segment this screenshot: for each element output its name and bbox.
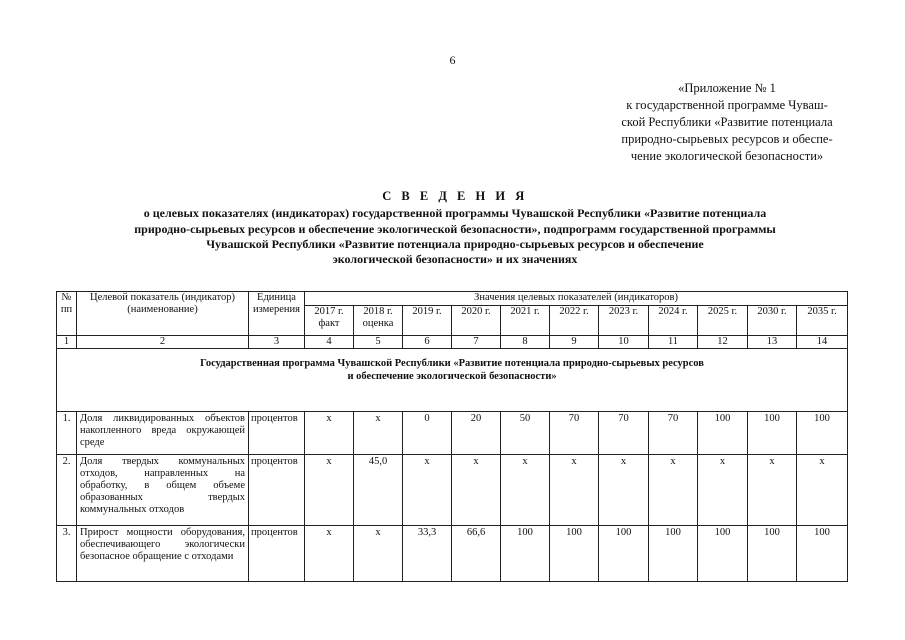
indicator-value: x — [748, 455, 797, 526]
indicator-value: 70 — [649, 412, 698, 455]
program-title-line: и обеспечение экологической безопасности» — [347, 371, 557, 382]
column-numbers-row — [57, 336, 848, 349]
indicator-value: 20 — [452, 412, 501, 455]
appendix-line: «Приложение № 1 — [678, 81, 776, 95]
indicator-unit: процентов — [249, 526, 305, 582]
indicator-name: Прирост мощности оборудования, обеспечивающего экологически безопасное обращение с отходами — [77, 526, 249, 582]
indicator-name: Доля твердых коммунальных отходов, направленных на обработку, в общем объеме образованных твердых коммунальных отходов — [77, 455, 249, 526]
column-number: 5 — [354, 336, 403, 349]
column-number: 2 — [77, 336, 249, 349]
appendix-line: чение экологической безопасности» — [630, 149, 824, 163]
column-number: 7 — [452, 336, 501, 349]
indicators-table — [56, 291, 848, 582]
indicator-value: x — [599, 455, 649, 526]
header-num: № пп — [57, 292, 77, 336]
table-row — [57, 455, 848, 526]
header-year-label: 2019 г. — [412, 306, 442, 317]
header-unit: Единица измерения — [249, 292, 305, 336]
appendix-note — [598, 80, 856, 165]
header-year-label: 2024 г. — [658, 306, 688, 317]
indicator-value: 100 — [698, 526, 748, 582]
header-year-label: 2030 г. — [757, 306, 787, 317]
header-year — [452, 306, 501, 336]
program-title-row — [57, 349, 848, 412]
column-number: 12 — [698, 336, 748, 349]
header-year — [354, 306, 403, 336]
appendix-line: природно-сырьевых ресурсов и обеспе- — [621, 132, 833, 146]
indicator-value: x — [354, 412, 403, 455]
column-number: 13 — [748, 336, 797, 349]
heading-line: Чувашской Республики «Развитие потенциала природно-сырьевых ресурсов и обеспечение — [206, 236, 704, 251]
column-number: 6 — [403, 336, 452, 349]
heading-line: природно-сырьевых ресурсов и обеспечение экологической безопасности», подпрограмм государственной программы — [134, 221, 776, 236]
column-number: 1 — [57, 336, 77, 349]
table-body — [57, 292, 848, 582]
header-year-label: 2035 г. — [807, 306, 837, 317]
column-number: 8 — [501, 336, 550, 349]
header-indicator: Целевой показатель (индикатор) (наименование) — [77, 292, 249, 336]
indicator-value: x — [649, 455, 698, 526]
indicator-value: x — [698, 455, 748, 526]
indicator-value: 100 — [649, 526, 698, 582]
row-number: 1. — [57, 412, 77, 455]
header-year-note: факт — [318, 318, 340, 329]
heading-title: С В Е Д Е Н И Я — [382, 189, 528, 203]
header-year-label: 2021 г. — [510, 306, 540, 317]
indicator-value: 100 — [550, 526, 599, 582]
header-year-label: 2020 г. — [461, 306, 491, 317]
column-number: 14 — [797, 336, 848, 349]
indicator-value: x — [403, 455, 452, 526]
indicator-value: x — [501, 455, 550, 526]
row-number: 3. — [57, 526, 77, 582]
indicator-value: 100 — [599, 526, 649, 582]
indicator-value: x — [550, 455, 599, 526]
header-year-label: 2025 г. — [707, 306, 738, 317]
indicator-value: 33,3 — [403, 526, 452, 582]
row-number: 2. — [57, 455, 77, 526]
indicator-value: 100 — [501, 526, 550, 582]
indicator-value: x — [305, 412, 354, 455]
indicator-value: x — [305, 455, 354, 526]
table-row — [57, 526, 848, 582]
column-number: 9 — [550, 336, 599, 349]
column-number: 3 — [249, 336, 305, 349]
column-number: 11 — [649, 336, 698, 349]
appendix-line: ской Республики «Развитие потенциала — [621, 115, 833, 129]
indicator-value: 100 — [748, 412, 797, 455]
header-year — [403, 306, 452, 336]
indicator-value: 100 — [698, 412, 748, 455]
indicator-name: Доля ликвидированных объектов накопленного вреда окружающей среде — [77, 412, 249, 455]
header-year-label: 2022 г. — [559, 306, 589, 317]
header-row — [57, 292, 848, 306]
indicator-unit: процентов — [249, 455, 305, 526]
document-heading — [40, 189, 870, 267]
header-year-label: 2018 г. — [363, 306, 393, 317]
program-title-cell — [57, 349, 848, 412]
column-number: 4 — [305, 336, 354, 349]
indicator-value: 0 — [403, 412, 452, 455]
header-year-label: 2023 г. — [608, 306, 639, 317]
header-values-group: Значения целевых показателей (индикаторов) — [305, 292, 848, 306]
indicator-value: 45,0 — [354, 455, 403, 526]
header-year — [305, 306, 354, 336]
indicator-value: 66,6 — [452, 526, 501, 582]
heading-line: экологической безопасности» и их значениях — [332, 252, 578, 267]
indicator-value: 70 — [599, 412, 649, 455]
indicator-value: x — [452, 455, 501, 526]
indicator-value: x — [797, 455, 848, 526]
program-title-line: Государственная программа Чувашской Республики «Развитие потенциала природно-сырьевых ресурсов — [200, 358, 704, 369]
indicator-unit: процентов — [249, 412, 305, 455]
header-year — [599, 306, 649, 336]
header-year — [649, 306, 698, 336]
indicator-value: x — [354, 526, 403, 582]
indicator-value: 100 — [797, 526, 848, 582]
appendix-line: к государственной программе Чуваш- — [626, 98, 828, 112]
header-year — [550, 306, 599, 336]
table-row — [57, 412, 848, 455]
heading-line: о целевых показателях (индикаторах) государственной программы Чувашской Республики «Развитие потенциала — [143, 206, 767, 221]
indicator-value: 50 — [501, 412, 550, 455]
page-number: 6 — [449, 53, 456, 67]
indicator-value: x — [305, 526, 354, 582]
indicator-value: 70 — [550, 412, 599, 455]
column-number: 10 — [599, 336, 649, 349]
header-year — [501, 306, 550, 336]
indicator-value: 100 — [748, 526, 797, 582]
header-year — [748, 306, 797, 336]
header-year-label: 2017 г. — [314, 306, 344, 317]
header-year-note: оценка — [362, 318, 394, 329]
header-year — [698, 306, 748, 336]
indicator-value: 100 — [797, 412, 848, 455]
header-year — [797, 306, 848, 336]
